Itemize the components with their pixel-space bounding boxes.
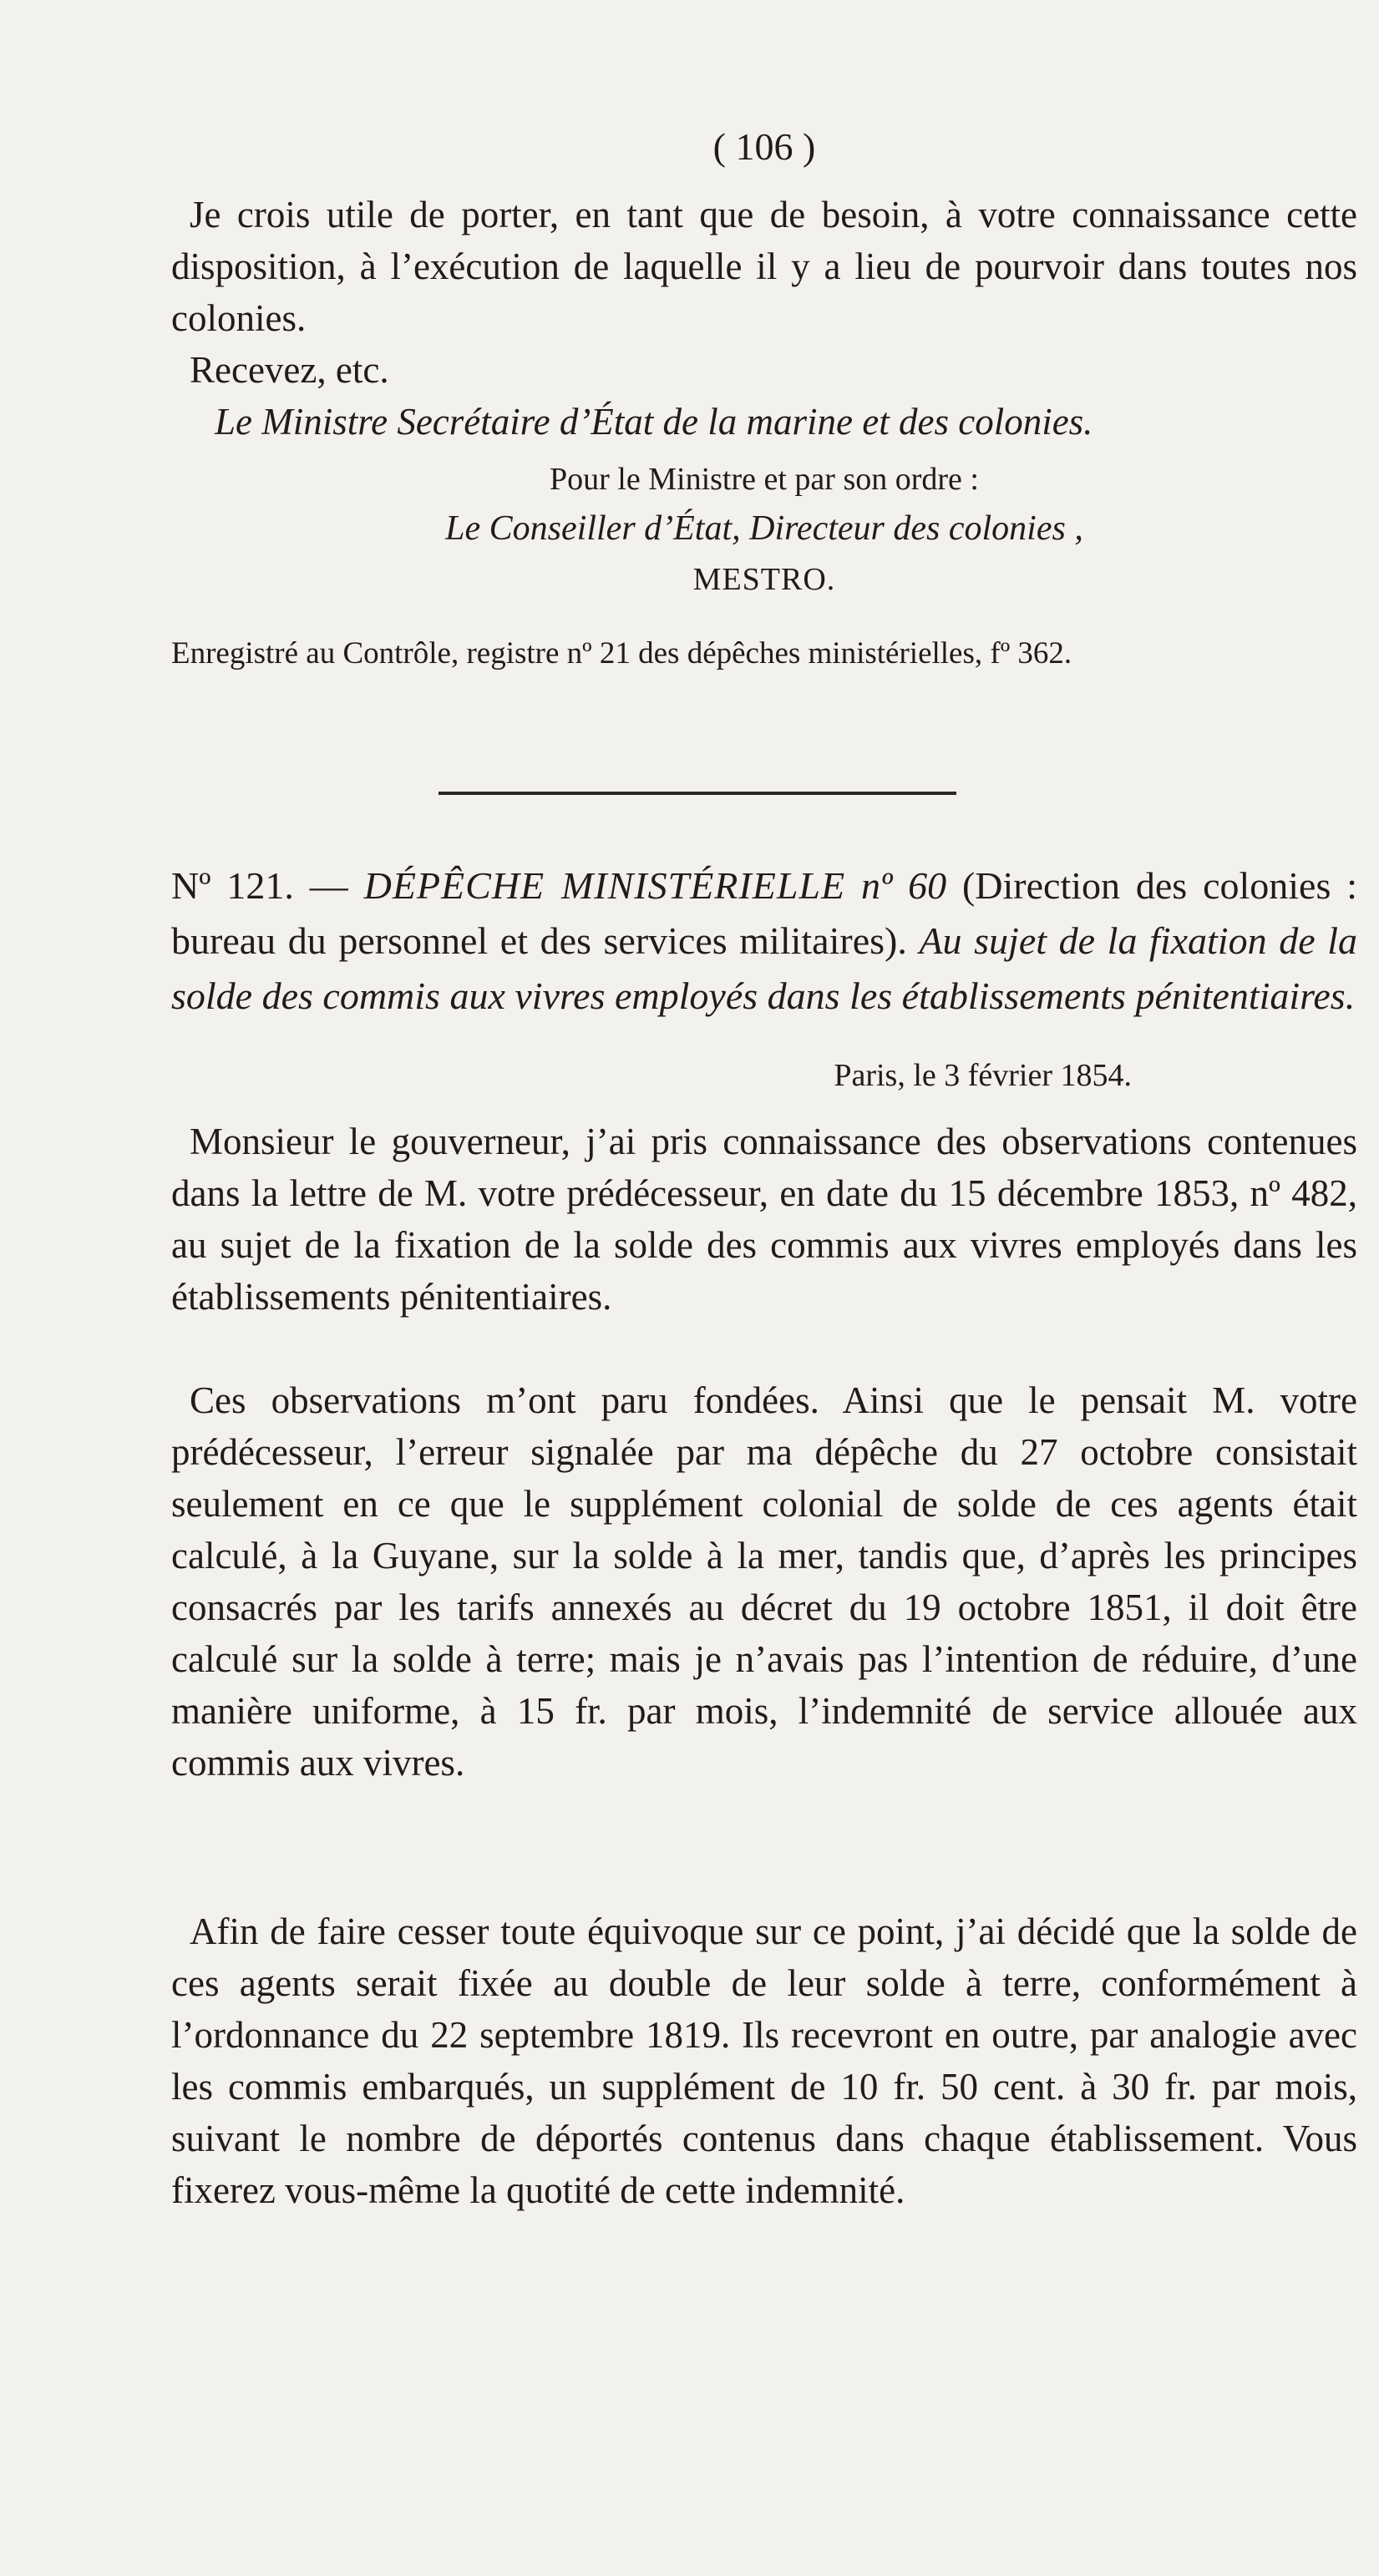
director-name: MESTRO.: [692, 562, 836, 597]
dispatch-paragraph-3: Afin de faire cesser toute équivoque sur ce point, j’ai décidé que la solde de ces agents serait fixée au double de leur solde à terre, conformément à l’ordonnance du 22 septembre 1819. Ils recevront en outre, par analogie avec les commis embarqués, un supplément de 10 fr. 50 cent. à 30 fr. par mois, suivant le nombre de déportés contenus dans chaque établissement. Vous fixerez vous-même la quotité de cette indemnité.: [171, 1910, 1357, 2211]
dispatch-title-number: nº 60: [860, 864, 947, 907]
dispatch-subject: Au sujet de la fixation de la solde des commis aux vivres employés dans les établissements pénitentiaires.: [171, 919, 1357, 1017]
letter-salutation: Recevez, etc.: [190, 349, 389, 391]
registration-note: Enregistré au Contrôle, registre nº 21 des dépêches ministérielles, fº 362.: [171, 636, 1072, 671]
document-page: [171, 0, 1357, 2576]
section-divider: [439, 792, 956, 795]
dispatch-heading: [171, 858, 1357, 1024]
director-title: Le Conseiller d’État, Directeur des colonies ,: [445, 509, 1083, 548]
dispatch-title: DÉPÊCHE MINISTÉRIELLE: [363, 864, 846, 907]
minister-signatory-title: Le Ministre Secrétaire d’État de la marine et des colonies.: [215, 401, 1093, 443]
dispatch-paragraph-2: Ces observations m’ont paru fondées. Ainsi que le pensait M. votre prédécesseur, l’erreur signalée par ma dépêche du 27 octobre consistait seulement en ce que le supplément colonial de solde de ces agents était calculé, à la Guyane, sur la solde à la mer, tandis que, d’après les principes consacrés par les tarifs annexés au décret du 19 octobre 1851, il doit être calculé sur la solde à terre; mais je n’avais pas l’intention de réduire, d’une manière uniforme, à 15 fr. par mois, l’indemnité de service allouée aux commis aux vivres.: [171, 1379, 1357, 1784]
dispatch-number: Nº 121.: [171, 864, 294, 907]
letter-closing-paragraph: Je crois utile de porter, en tant que de besoin, à votre connaissance cette disposition, à l’exécution de laquelle il y a lieu de pourvoir dans toutes nos colonies.: [171, 194, 1357, 339]
dispatch-dash: —: [309, 864, 348, 907]
dispatch-place-date: Paris, le 3 février 1854.: [834, 1058, 1132, 1093]
page-number: ( 106 ): [712, 125, 816, 168]
dispatch-department: (Direction des colonies : bureau du personnel et des services militaires).: [171, 864, 1358, 962]
dispatch-paragraph-1: Monsieur le gouverneur, j’ai pris connaissance des observations contenues dans la lettre de M. votre prédécesseur, en date du 15 décembre 1853, nº 482, au sujet de la fixation de la solde des commis aux vivres employés dans les établissements pénitentiaires.: [171, 1121, 1357, 1318]
on-behalf-line: Pour le Ministre et par son ordre :: [550, 462, 979, 497]
